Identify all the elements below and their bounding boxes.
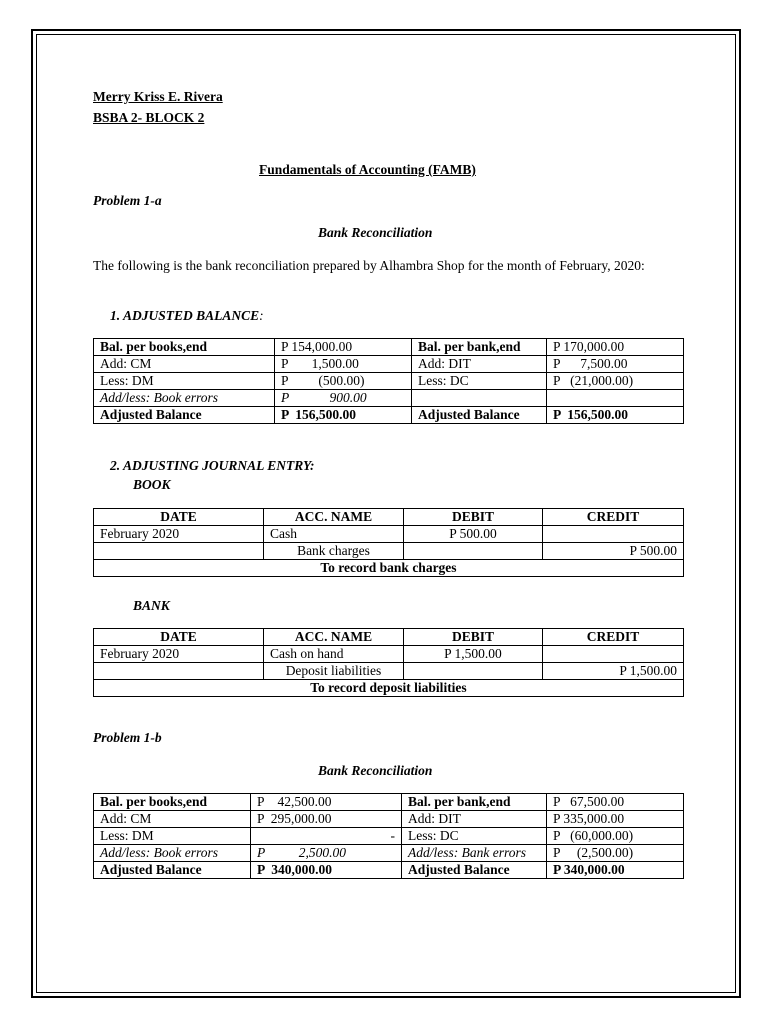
recon-row: [94, 811, 684, 828]
journal-header-cell: DATE: [94, 629, 264, 646]
section-journal-entry-title: 2. ADJUSTING JOURNAL ENTRY:: [110, 458, 315, 473]
journal-row: [94, 543, 684, 560]
journal-header-cell: CREDIT: [543, 509, 684, 526]
recon-cell: P 335,000.00: [547, 811, 684, 828]
recon-cell: P (21,000.00): [547, 373, 684, 390]
recon-cell: P 42,500.00: [251, 794, 402, 811]
book-label: BOOK: [133, 477, 171, 492]
recon-cell: P 295,000.00: [251, 811, 402, 828]
recon-cell: P 170,000.00: [547, 339, 684, 356]
journal-cell: P 500.00: [404, 526, 543, 543]
journal-header-cell: DEBIT: [404, 629, 543, 646]
book-journal-table: [93, 508, 684, 577]
problem-1a-subtitle: Bank Reconciliation: [318, 225, 433, 240]
recon-cell: Bal. per books,end: [94, 794, 251, 811]
recon-cell: P (60,000.00): [547, 828, 684, 845]
recon-cell: Add: CM: [94, 356, 275, 373]
recon-cell: Adjusted Balance: [412, 407, 547, 424]
recon-cell: P 900.00: [275, 390, 412, 407]
recon-cell: P 7,500.00: [547, 356, 684, 373]
journal-cell: P 1,500.00: [404, 646, 543, 663]
recon-row: [94, 390, 684, 407]
recon-row: [94, 828, 684, 845]
intro-paragraph: The following is the bank reconciliation prepared by Alhambra Shop for the month of February, 2020:: [93, 258, 645, 273]
recon-row: [94, 339, 684, 356]
recon-cell: [412, 390, 547, 407]
problem-1a-title: Problem 1-a: [93, 193, 162, 208]
problem-1b-subtitle: Bank Reconciliation: [318, 763, 433, 778]
journal-header-cell: DEBIT: [404, 509, 543, 526]
student-name: Merry Kriss E. Rivera: [93, 89, 223, 104]
journal-row: [94, 663, 684, 680]
journal-header-cell: DATE: [94, 509, 264, 526]
journal-header-row: [94, 509, 684, 526]
journal-cell: February 2020: [94, 526, 264, 543]
journal-cell: P 500.00: [543, 543, 684, 560]
recon-row: [94, 407, 684, 424]
journal-header-cell: ACC. NAME: [264, 629, 404, 646]
journal-cell: Cash on hand: [264, 646, 404, 663]
journal-cell: [94, 543, 264, 560]
recon-cell: Adjusted Balance: [402, 862, 547, 879]
recon-cell: P 2,500.00: [251, 845, 402, 862]
recon-cell: Adjusted Balance: [94, 407, 275, 424]
recon-cell: Adjusted Balance: [94, 862, 251, 879]
recon-cell: P 1,500.00: [275, 356, 412, 373]
recon-row: [94, 845, 684, 862]
recon-cell: Add/less: Bank errors: [402, 845, 547, 862]
journal-cell: Cash: [264, 526, 404, 543]
journal-cell: February 2020: [94, 646, 264, 663]
journal-cell: [94, 663, 264, 680]
recon-table-1a: [93, 338, 684, 424]
journal-header-row: [94, 629, 684, 646]
recon-cell: -: [251, 828, 402, 845]
recon-cell: P (500.00): [275, 373, 412, 390]
recon-cell: Less: DM: [94, 828, 251, 845]
course-title: Fundamentals of Accounting (FAMB): [259, 162, 476, 177]
journal-cell: [404, 663, 543, 680]
journal-cell: P 1,500.00: [543, 663, 684, 680]
journal-row: [94, 526, 684, 543]
journal-cell: Deposit liabilities: [264, 663, 404, 680]
recon-table-1b: [93, 793, 684, 879]
journal-note-row: [94, 680, 684, 697]
recon-cell: Bal. per bank,end: [412, 339, 547, 356]
recon-cell: Less: DC: [412, 373, 547, 390]
journal-note: To record deposit liabilities: [94, 680, 684, 697]
recon-cell: [547, 390, 684, 407]
journal-row: [94, 646, 684, 663]
recon-cell: P (2,500.00): [547, 845, 684, 862]
recon-cell: P 340,000.00: [251, 862, 402, 879]
recon-cell: Add: DIT: [412, 356, 547, 373]
recon-cell: Less: DC: [402, 828, 547, 845]
section-adjusted-balance-title: 1. ADJUSTED BALANCE:: [110, 308, 264, 323]
recon-cell: Less: DM: [94, 373, 275, 390]
recon-cell: P 154,000.00: [275, 339, 412, 356]
problem-1b-title: Problem 1-b: [93, 730, 162, 745]
recon-cell: Bal. per bank,end: [402, 794, 547, 811]
journal-cell: [543, 646, 684, 663]
recon-row: [94, 356, 684, 373]
recon-cell: Add: CM: [94, 811, 251, 828]
journal-cell: [404, 543, 543, 560]
recon-row: [94, 862, 684, 879]
recon-cell: Bal. per books,end: [94, 339, 275, 356]
recon-cell: P 156,500.00: [275, 407, 412, 424]
recon-cell: P 340,000.00: [547, 862, 684, 879]
bank-journal-table: [93, 628, 684, 697]
recon-cell: Add: DIT: [402, 811, 547, 828]
journal-cell: [543, 526, 684, 543]
student-section: BSBA 2- BLOCK 2: [93, 110, 205, 125]
recon-cell: Add/less: Book errors: [94, 845, 251, 862]
recon-row: [94, 794, 684, 811]
journal-header-cell: ACC. NAME: [264, 509, 404, 526]
journal-cell: Bank charges: [264, 543, 404, 560]
journal-header-cell: CREDIT: [543, 629, 684, 646]
bank-label: BANK: [133, 598, 170, 613]
recon-cell: Add/less: Book errors: [94, 390, 275, 407]
journal-note-row: [94, 560, 684, 577]
journal-note: To record bank charges: [94, 560, 684, 577]
recon-row: [94, 373, 684, 390]
recon-cell: P 67,500.00: [547, 794, 684, 811]
recon-cell: P 156,500.00: [547, 407, 684, 424]
